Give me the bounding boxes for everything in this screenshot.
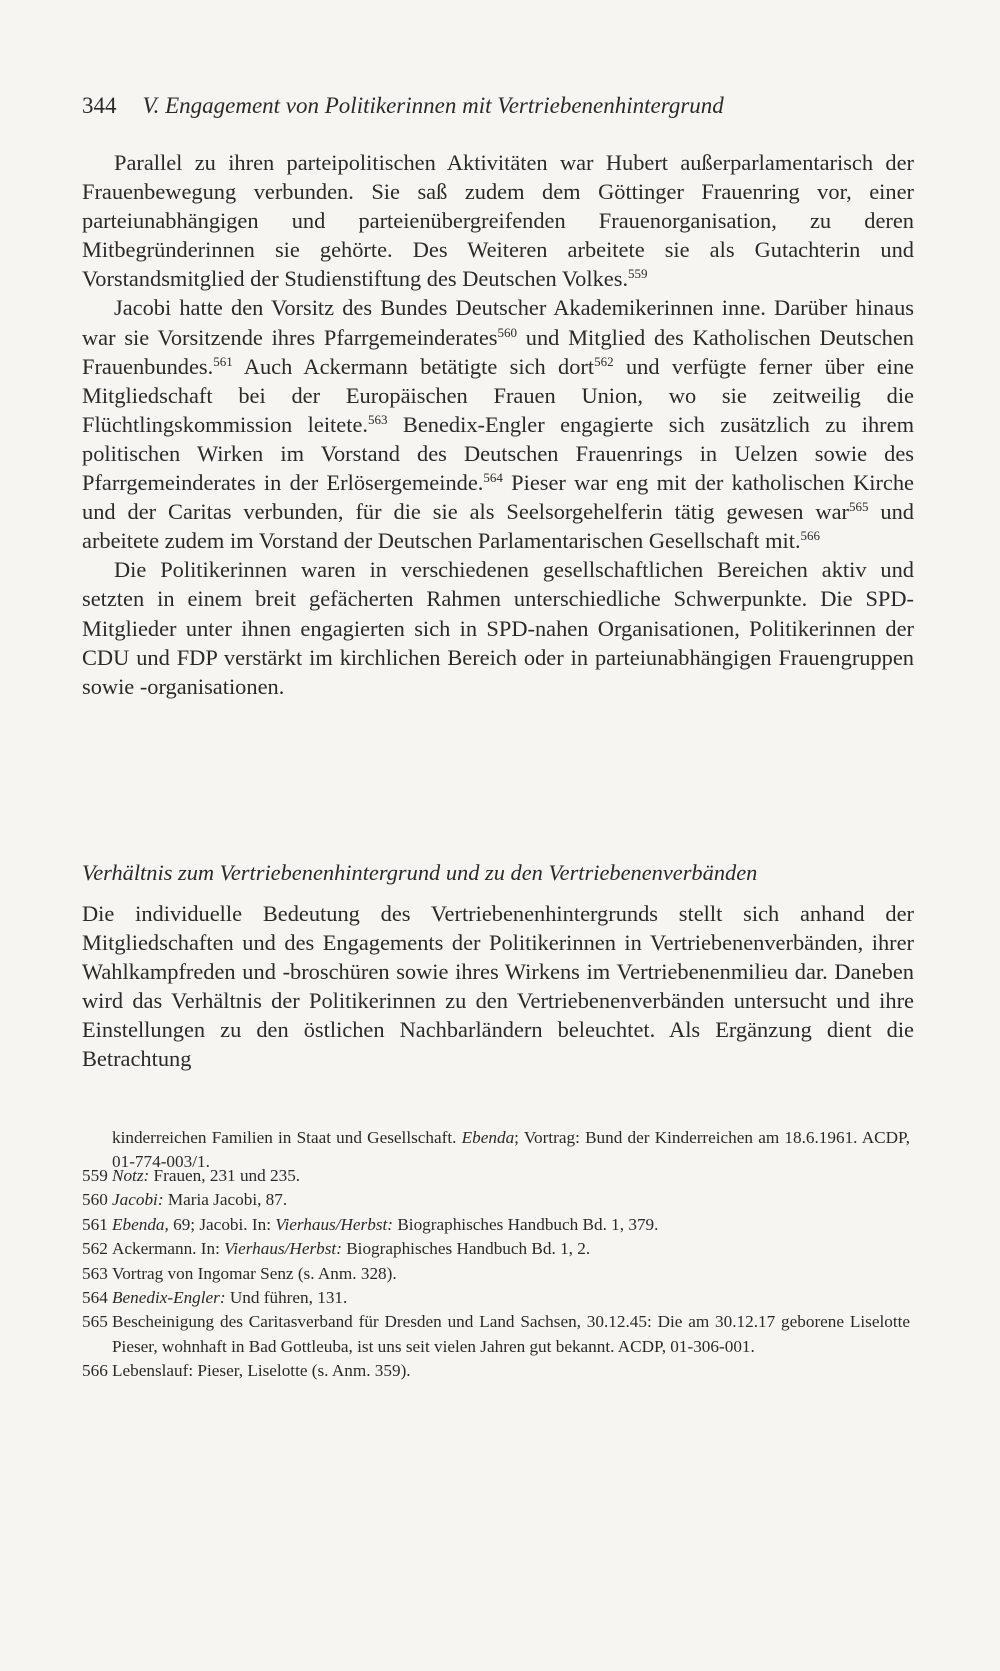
footnote-ref[interactable]: 559 [628, 266, 648, 282]
footnote: 564 Benedix-Engler: Und führen, 131. [82, 1286, 910, 1310]
footnotes [82, 1164, 910, 1384]
paragraph-summary: Die Politikerinnen waren in verschiedenen gesellschaftlichen Bereichen aktiv und setzten in einem breit gefächerten Rahmen unterschiedliche Schwerpunkte. Die SPD-Mitglieder unter ihnen engagierten sich in SPD-nahen Organisationen, Politikerinnen der CDU und FDP verstärkt im kirchlichen Bereich oder in parteiunabhängigen Frauengruppen sowie -organisationen. [82, 557, 914, 699]
footnote: 562 Ackermann. In: Vierhaus/Herbst: Biographisches Handbuch Bd. 1, 2. [82, 1237, 910, 1261]
footnote-number: 563 [82, 1263, 108, 1283]
footnote-number: 566 [82, 1361, 108, 1381]
paragraph-vertriebene: Die individuelle Bedeutung des Vertriebenenhintergrunds stellt sich anhand der Mitgliedschaften und des Engagements der Politikerinnen in Vertriebenenverbänden, ihrer Wahlkampfreden und -broschüren sowie ihres Wirkens im Vertriebenenmilieu dar. Daneben wird das Verhältnis der Politikerinnen zu den Vertriebenenverbänden untersucht und ihre Einstellungen zu den östlichen Nachbarländern beleuchtet. Als Ergänzung dient die Betrachtung [82, 901, 914, 1072]
footnote-number: 565 [82, 1312, 108, 1332]
paragraph-hubert: Parallel zu ihren parteipolitischen Aktivitäten war Hubert außerparlamentarisch der Frauenbewegung verbunden. Sie saß zudem dem Göttinger Frauenring vor, einer parteiunabhängigen und parteienübergreifenden Frauenorganisation, zu deren Mitbegründerinnen sie gehörte. Des Weiteren arbeitete sie als Gutachterin und Vorstandsmitglied der Studienstiftung des Deutschen Volkes.$^{559}$ [82, 150, 914, 292]
body-text-lower [82, 899, 914, 1074]
page-number: 344 [82, 93, 117, 118]
running-header [82, 90, 912, 122]
footnote: 565 Bescheinigung des Caritasverband für Dresden und Land Sachsen, 30.12.45: Die am 30.12.17 geborene Liselotte Pieser, wohnhaft in Bad Gottleuba, ist uns seit vielen Jahren gut bekannt. ACDP, 01-306-001. [82, 1312, 910, 1356]
paragraph-jacobi: Jacobi hatte den Vorsitz des Bundes Deutscher Akademikerinnen inne. Darüber hinaus war sie Vorsitzende ihres Pfarrgemeinderates$^{560}$ und Mitglied des Katholischen Deutschen Frauenbundes.$^{561}$ Auch Ackermann betätigte sich dort$^{562}$ und verfügte ferner über eine Mitgliedschaft bei der Europäischen Frauen Union, wo sie zeitweilig die Flüchtlingskommission leitete.$^{563}$ Benedix-Engler engagierte sich zusätzlich zu ihrem politischen Wirken im Vorstand des Deutschen Frauenrings in Uelzen sowie des Pfarrgemeinderates in der Erlösergemeinde.$^{564}$ Pieser war eng mit der katholischen Kirche und der Caritas verbunden, für die sie als Seelsorgehelferin tätig gewesen war$^{565}$ und arbeitete zudem im Vorstand der Deutschen Parlamentarischen Gesellschaft mit.$^{566}$ [82, 295, 914, 554]
footnote-number: 559 [82, 1166, 108, 1185]
footnote-ref[interactable]: 560 [497, 324, 518, 340]
footnote-ref[interactable]: 564 [483, 470, 503, 486]
body-text-upper [82, 148, 914, 701]
footnote-ref[interactable]: 561 [213, 353, 233, 369]
footnote-number: 560 [82, 1190, 108, 1210]
footnote-number: 561 [82, 1214, 108, 1234]
footnote-ref[interactable]: 565 [848, 499, 869, 515]
footnote-ref[interactable]: 562 [594, 353, 614, 369]
section-heading: Verhältnis zum Vertriebenenhintergrund und zu den Vertriebenenverbänden [82, 860, 758, 885]
footnote: 566 Lebenslauf: Pieser, Liselotte (s. Anm. 359). [82, 1359, 910, 1383]
footnote: 559 Notz: Frauen, 231 und 235. [82, 1164, 910, 1188]
footnote-ref[interactable]: 563 [367, 411, 388, 427]
footnote: 563 Vortrag von Ingomar Senz (s. Anm. 328). [82, 1262, 910, 1286]
footnote-ref[interactable]: 566 [800, 528, 821, 544]
footnote-continuation: kinderreichen Familien in Staat und Gesellschaft. Ebenda; Vortrag: Bund der Kinderreichen am 18.6.1961. ACDP, 01-774-003/1. [112, 1128, 910, 1172]
running-title: V. Engagement von Politikerinnen mit Vertriebenenhintergrund [142, 93, 724, 118]
footnote: 561 Ebenda, 69; Jacobi. In: Vierhaus/Herbst: Biographisches Handbuch Bd. 1, 379. [82, 1213, 910, 1237]
footnote: 560 Jacobi: Maria Jacobi, 87. [82, 1188, 910, 1212]
footnote-number: 562 [82, 1239, 108, 1259]
footnote-number: 564 [82, 1288, 108, 1308]
